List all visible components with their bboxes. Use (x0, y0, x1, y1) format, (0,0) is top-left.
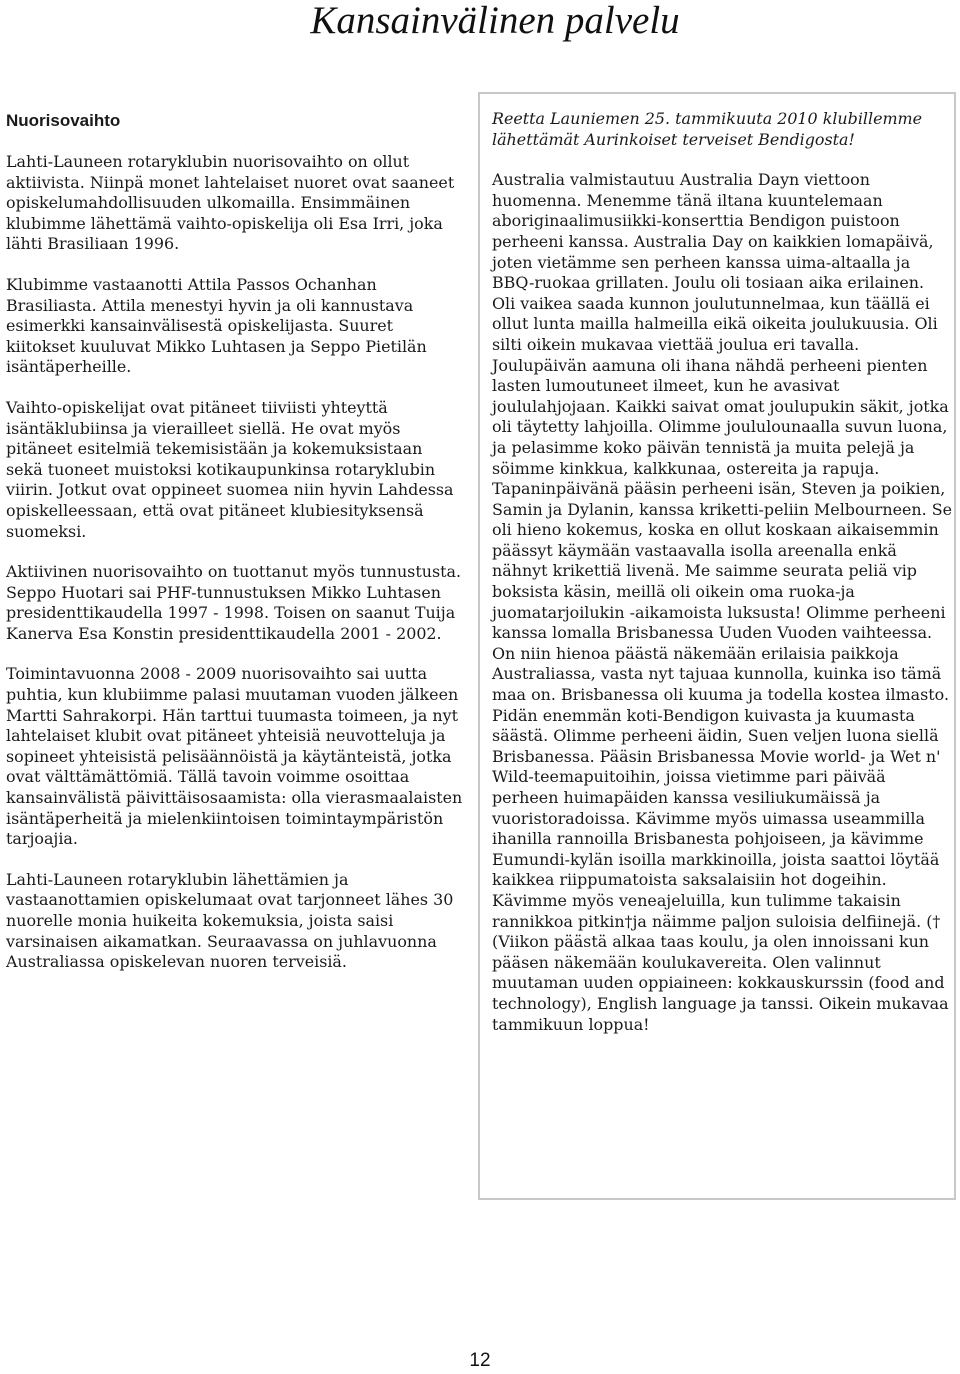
greetings-text (492, 109, 952, 1035)
article-paragraph: Klubimme vastaanotti Attila Passos Ochanhan Brasiliasta. Attila menestyi hyvin ja oli kannustava esimerkki kansainvälisestä opiskelijasta. Suuret kiitokset kuuluvat Mikko Luhtasen ja Seppo Pietilän isäntäperheille. (6, 274, 427, 377)
article-paragraph: Lahti-Launeen rotaryklubin nuorisovaihto on ollut aktiivista. Niinpä monet lahtelaiset nuoret ovat saaneet opiskelumahdollisuuden ulkomailla. Ensimmäinen klubimme lähettämä vaihto-opiskelija oli Esa Irri, joka lähti Brasiliaan 1996. (6, 152, 455, 254)
greetings-body: Australia valmistautuu Australia Dayn viettoon huomenna. Menemme tänä iltana kuuntelemaan aboriginaalimusiikki-konserttia Bendigon puistoon perheeni kanssa. Australia Day on kaikkien lomapäivä, joten vietämme sen perheen kanssa uima-altaalla ja BBQ-ruokaa grillaten. Joulu oli tosiaan aika erilainen. Oli vaikea saada kunnon joulutunnelmaa, kun täällä ei ollut lunta mailla halmeilla eikä oikeita joulukuusia. Oli silti oikein mukavaa viettää joulua eri tavalla. Joulupäivän aamuna oli ihana nähdä perheeni pienten lasten lumoutuneet ilmeet, kun he avasivat joululahjojaan. Kaikki saivat omat joulupukin säkit, jotka oli täytetty lahjoilla. Olimme joululounaalla suvun luona, ja pelasimme koko päivän tennistä ja muita pelejä ja söimme kinkkua, kalkkunaa, ostereita ja rapuja. Tapaninpäivänä pääsin perheeni isän, Steven ja poikien, Samin ja Dylanin, kanssa kriketti-peliin Melbourneen. Se oli hieno kokemus, koska en ollut koskaan aikaisemmin päässyt käymään vastaavalla isolla areenalla enkä nähnyt krikettiä livenä. Me saimme seurata peliä vip boksista käsin, meillä oli oikein oma ruoka-ja juomatarjoilukin -aikamoista luksusta! Olimme perheeni kanssa lomalla Brisbanessa Uuden Vuoden vaihteessa. On niin hienoa päästä näkemään erilaisia paikkoja Australiassa, vasta nyt tajuaa kunnolla, kuinka iso tämä maa on. Brisbanessa oli kuuma ja todella kostea ilmasto. Pidän enemmän koti-Bendigon kuivasta ja kuumasta säästä. Olimme perheeni äidin, Suen veljen luona siellä Brisbanessa. Pääsin Brisbanessa Movie world- ja Wet n' Wild-teemapuitoihin, joissa vietimme pari päivää perheen huimapäiden kanssa vesiliukumäissä ja vuoristoradoissa. Kävimme myös uimassa useammilla ihanilla rannoilla Brisbanesta pohjoiseen, ja kävimme Eumundi-kylän isoilla markkinoilla, joista saattoi löytää kaikkea riippumatoista saksalaisiin hot dogeihin. Kävimme myös veneajeluilla, kun tulimme takaisin rannikkoa pitkin†ja näimme paljon suloisia delfiinejä. († (Viikon päästä alkaa taas koulu, ja olen innoissani kun pääsen näkemään koulukavereita. Olen valinnut muutaman uuden oppiaineen: kokkauskurssin (food and technology), English language ja tanssi. Oikein mukavaa tammikuun loppua! (492, 170, 953, 1034)
article-paragraph: Lahti-Launeen rotaryklubin lähettämien ja vastaanottamien opiskelumaat ovat tarjonneet lähes 30 nuorelle monia huikeita kokemuksia, joista saisi varsinaisen aikamatkan. Seuraavassa on juhlavuonna Australiassa opiskelevan nuoren terveisiä. (6, 869, 454, 972)
greetings-intro: Reetta Launiemen 25. tammikuuta 2010 klubillemme lähettämät Aurinkoiset terveiset Bendigosta! (492, 109, 923, 149)
page-number: 12 (469, 1350, 491, 1371)
greetings-box (478, 92, 956, 1200)
article-paragraph: Vaihto-opiskelijat ovat pitäneet tiiviisti yhteyttä isäntäklubiinsa ja vierailleet siellä. He ovat myös pitäneet esitelmiä tekemisistään ja kokemuksistaan sekä tuoneet muistoksi kotikaupunkinsa rotaryklubin viirin. Jotkut ovat oppineet suomea niin hyvin Lahdessa opiskelleessaan, että ovat pitäneet klubiesityksensä suomeksi. (6, 397, 454, 541)
article-paragraph: Toimintavuonna 2008 - 2009 nuorisovaihto sai uutta puhtia, kun klubiimme palasi muutaman vuoden jälkeen Martti Sahrakorpi. Hän tarttui tuumasta toimeen, ja nyt lahtelaiset klubit ovat pitäneet yhteisiä neuvotteluja ja sopineet yhteisistä pelisäännöistä ja käytänteistä, jotka ovat välttämättömiä. Tällä tavoin voimme osoittaa kansainvälistä päivittäisosaamista: olla vierasmaalaisten isäntäperheitä ja mielenkiintoisen toimintaympäristön tarjoajia. (6, 664, 463, 849)
youth-exchange-article (6, 110, 464, 993)
article-paragraph: Aktiivinen nuorisovaihto on tuottanut myös tunnustusta. Seppo Huotari sai PHF-tunnustuksen Mikko Luhtasen presidenttikaudella 1997 - 1998. Toisen on saanut Tuija Kanerva Esa Konstin presidenttikaudella 2001 - 2002. (6, 562, 462, 643)
section-heading: Nuorisovaihto (6, 111, 121, 130)
page-title: Kansainvälinen palvelu (310, 0, 680, 42)
